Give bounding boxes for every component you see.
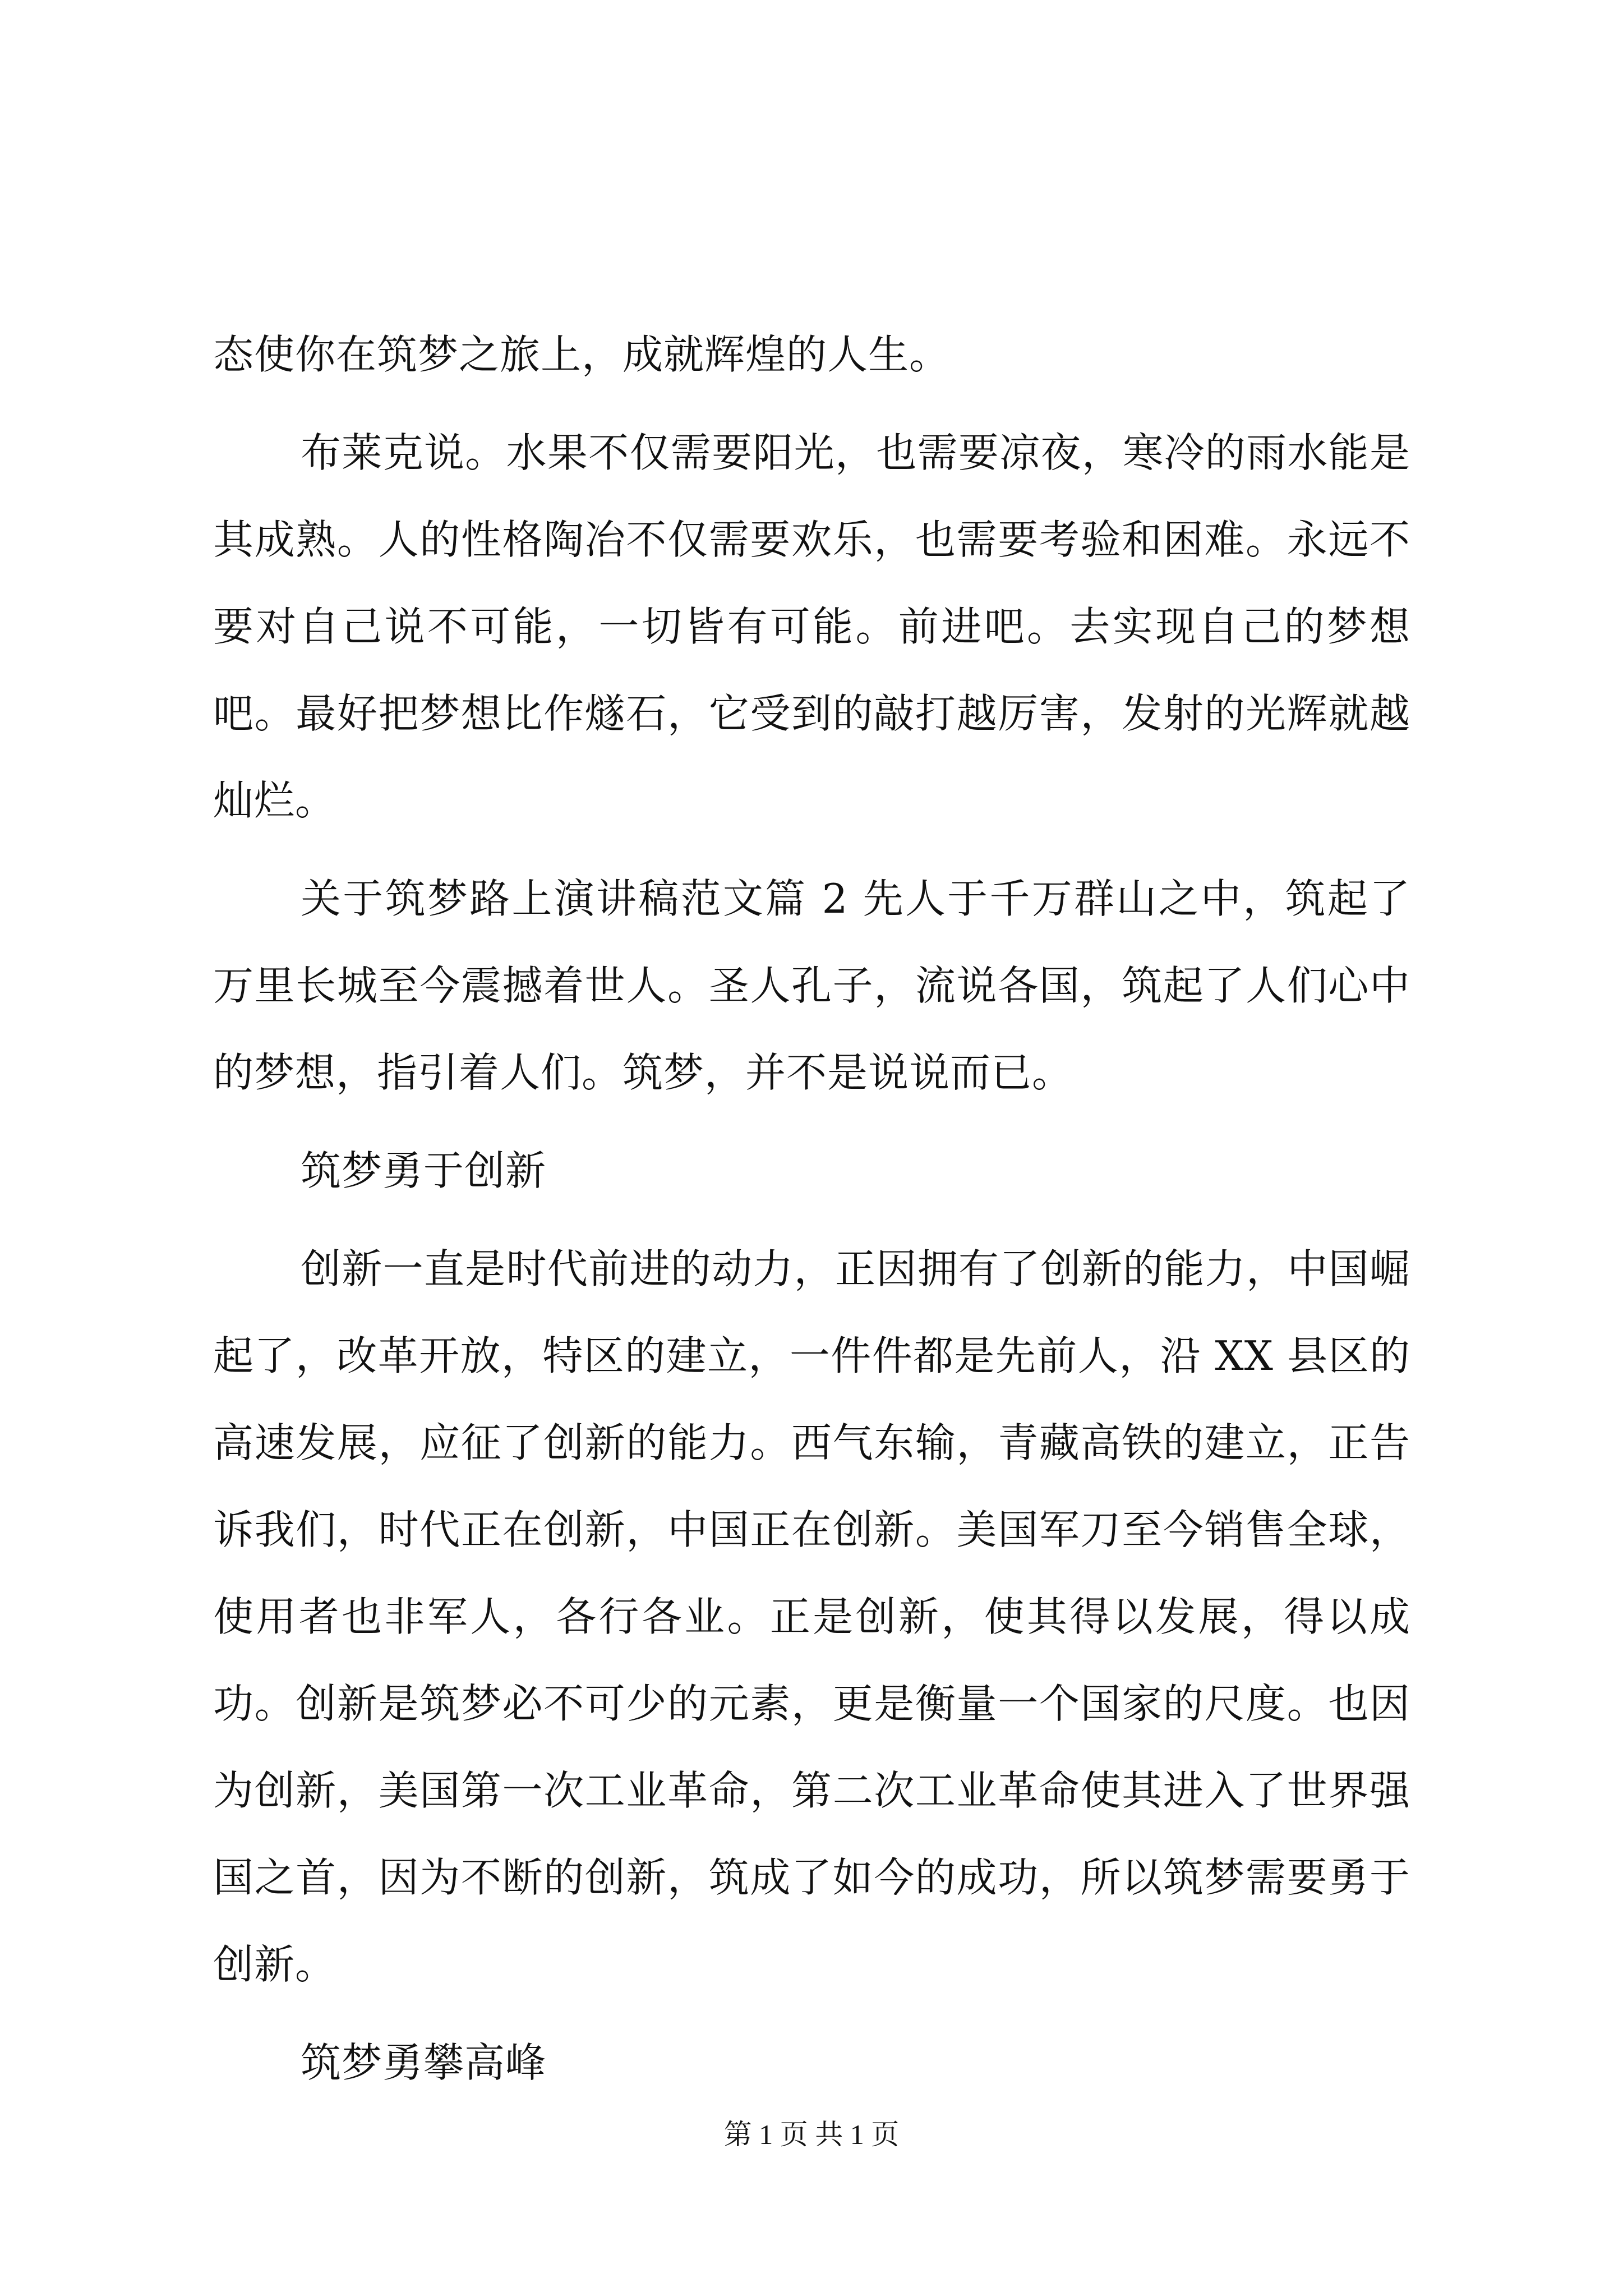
paragraph-3: 关于筑梦路上演讲稿范文篇 2 先人于千万群山之中，筑起了万里长城至今震撼着世人。圣人孔子，流说各国，筑起了人们心中的梦想，指引着人们。筑梦，并不是说说而已。: [213, 875, 1410, 1096]
paragraph-4: 创新一直是时代前进的动力，正因拥有了创新的能力，中国崛起了，改革开放，特区的建立，一件件都是先前人，沿 XX 县区的高速发展，应征了创新的能力。西气东输，青藏高铁的建立，正告诉我们，时代正在创新，中国正在创新。美国军刀至今销售全球，使用者也非军人，各行各业。正是创新，使其得以发展，得以成功。创新是筑梦必不可少的元素，更是衡量一个国家的尺度。也因为创新，美国第一次工业革命，第二次工业革命使其进入了世界强国之首，因为不断的创新，筑成了如今的成功，所以筑梦需要勇于创新。: [213, 1245, 1410, 1988]
paragraph-1: 态使你在筑梦之旅上，成就辉煌的人生。: [213, 331, 951, 378]
section-heading-climb-peaks: 筑梦勇攀高峰: [301, 2039, 547, 2086]
page-footer: 第 1 页 共 1 页: [723, 2119, 900, 2150]
section-heading-innovation: 筑梦勇于创新: [301, 1147, 547, 1194]
document-body: [213, 311, 1410, 2095]
paragraph-2: 布莱克说。水果不仅需要阳光，也需要凉夜，寒冷的雨水能是其成熟。人的性格陶冶不仅需要欢乐，也需要考验和困难。永远不要对自己说不可能，一切皆有可能。前进吧。去实现自己的梦想吧。最好把梦想比作燧石，它受到的敲打越厉害，发射的光辉就越灿烂。: [213, 429, 1410, 824]
